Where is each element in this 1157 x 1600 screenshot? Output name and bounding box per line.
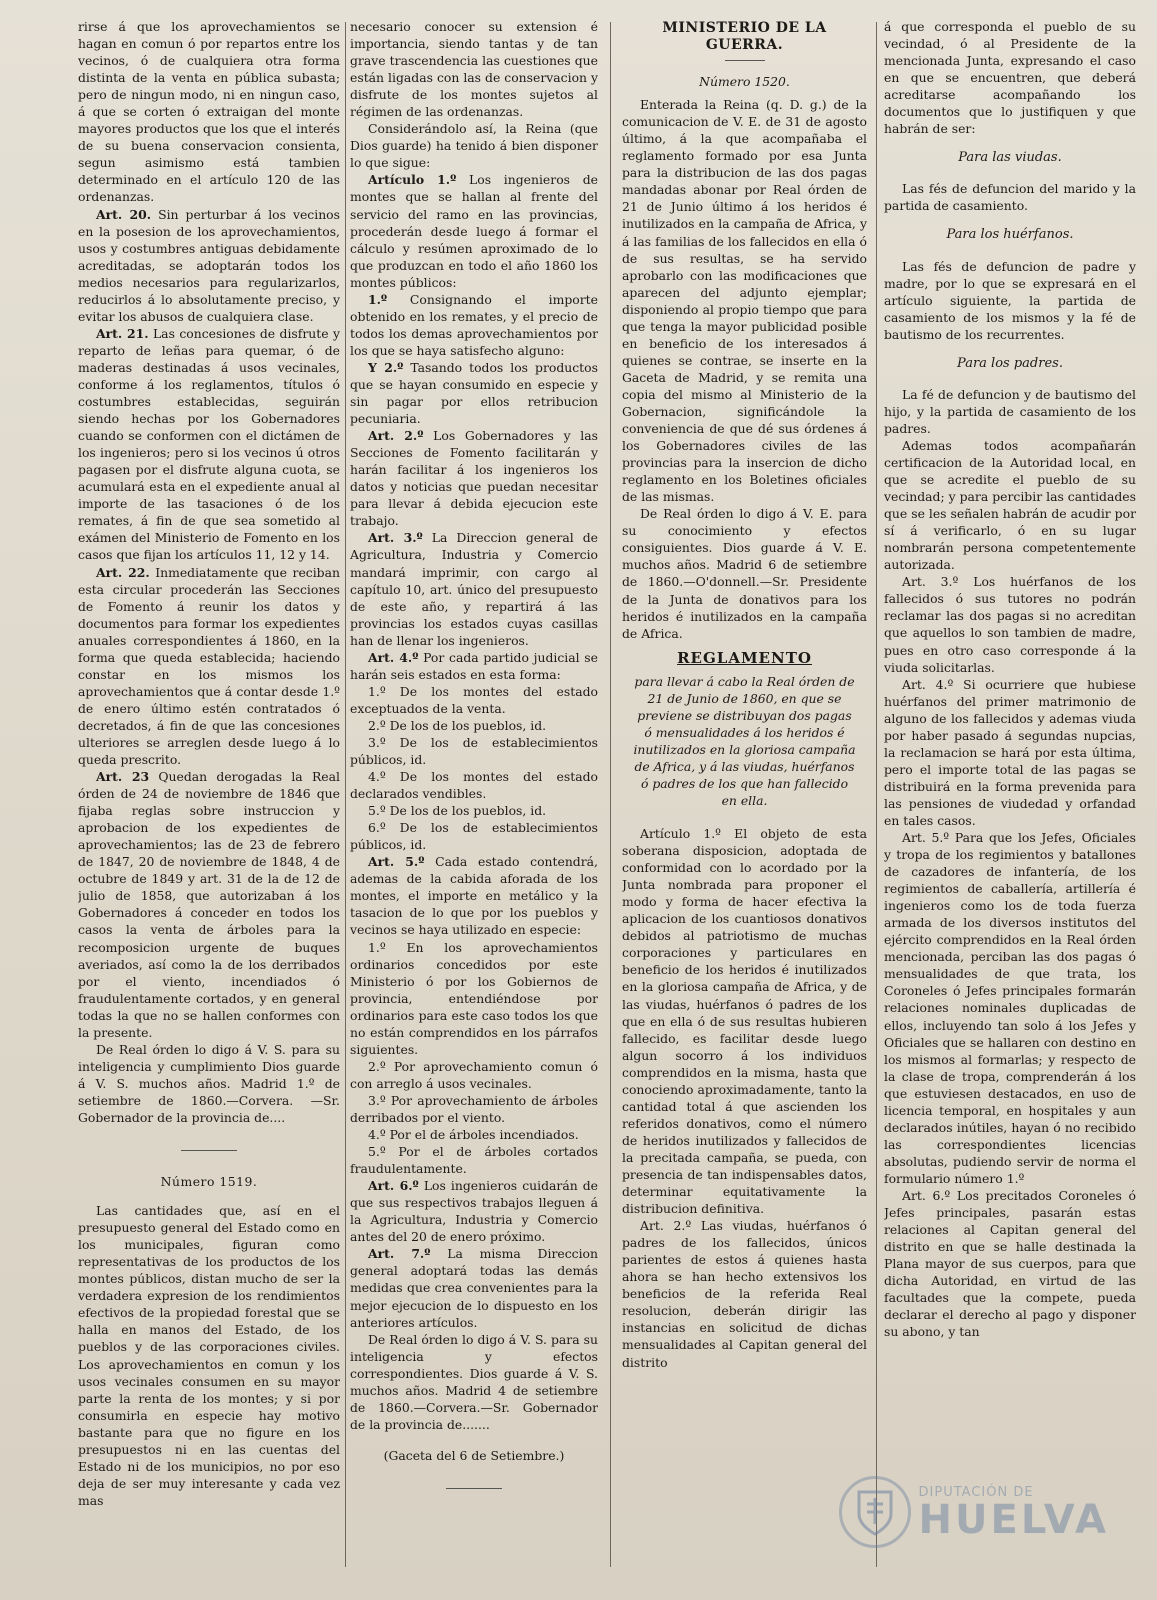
section-divider (446, 1488, 502, 1489)
article-20 (78, 206, 340, 325)
article-text: Quedan derogadas la Real órden de 24 de noviembre de 1846 que fijaba reglas sobre instruccion y aprobacion de los expedientes de aprovechamientos; las de 23 de febrero de 1847, 20 de noviembre de 1848, 4 de octubre de 1849 y art. 31 de la de 12 de julio de 1858, que autorizaban á los Gobernadores á conceder en todos los casos la venta de árboles para la recomposicion urgente de buques averiados, así como la de los derribados por el viento, incendiados ó fraudulentamente cortados, y en general todas la que no se hallen conformes con la presente. (78, 769, 340, 1040)
item-text: Consignando el importe obtenido en los remates, y el precio de todos los demas aprovechamientos por los que se haya satisfecho alguno: (350, 291, 598, 358)
article-text: Las viudas, huérfanos ó padres de los fallecidos, únicos parientes de estos á quienes hasta ahora se han hecho extensivos los beneficios de la referida Real resolucion, deberán dirigir las instancias en solicitud de dichas mensualidades al Capitan general del distrito (622, 1218, 867, 1370)
list-item: 1.º De los montes del estado exceptuados de la venta. (350, 683, 598, 716)
watermark-text (918, 1484, 1109, 1543)
reglamento-heading: REGLAMENTO (677, 648, 812, 667)
article-2 (622, 1217, 867, 1370)
list-item: 2.º De los de los pueblos, id. (368, 717, 547, 733)
article-7 (350, 1245, 598, 1330)
article-label: Art. 20. (96, 206, 152, 222)
paragraph: Las fés de defuncion del marido y la partida de casamiento. (884, 181, 1136, 214)
article-label: Art. 4.º (902, 676, 954, 692)
source-citation: (Gaceta del 6 de Setiembre.) (383, 1447, 565, 1463)
list-item: 5.º Por el de árboles cortados fraudulentamente. (350, 1144, 598, 1177)
coat-of-arms-icon (839, 1476, 911, 1548)
paragraph: Ademas todos acompañarán certificacion de la Autoridad local, en que se acredite el pueblo de su vecindad; y para percibir las cantidades que se les señalen habrán de acudir por sí á verificarlo, ó en su lugar nombrarán persona competentemente autorizada. (884, 437, 1136, 573)
article-text: Los ingenieros de montes que se hallan al frente del servicio del ramo en las provincias, procederán desde luego á formar el cálculo y resúmen aproximado de lo que produzcan en todo el año 1860 los montes públicos: (350, 172, 598, 290)
royal-order-closing: De Real órden lo digo á V. S. para su inteligencia y efectos correspondientes. Dios guarde á V. S. muchos años. Madrid 4 de setiembre de 1860.—Corvera.—Sr. Gobernador de la provincia de....... (350, 1331, 598, 1432)
article-5 (350, 853, 598, 938)
list-item: 2.º Por aprovechamiento comun ó con arreglo á usos vecinales. (350, 1058, 598, 1091)
column-2 (350, 18, 598, 1588)
item-text: Tasando todos los productos que se hayan consumido en especie y sin pagar por ellos retribucion pecuniaria. (350, 359, 598, 427)
article-label: Art. 5.º (368, 854, 425, 870)
article-text: Para que los Jefes, Oficiales y tropa de los regimientos y batallones de cazadores de infantería, de los regimientos de caballería, artillería é ingenieros como los de toda fuerza armada de los diversos institutos del ejército comprendidos en la Real órden mencionada, perciban las dos pagas ó mensualidades de que trata, los Coroneles ó Jefes principales formarán relaciones nominales duplicadas de ellos, incluyendo tan solo á los Jefes y Oficiales que se hallaren con destino en los mismos al formarlas; y respecto de la clase de tropa, comprenderán á los que estuviesen destacados, en uso de licencia temporal, en hospitales y aun declarados inútiles, hayan ó no recibido las correspondientes licencias absolutas, pudiendo servir de norma el formulario número 1.º (884, 830, 1136, 1186)
item-2 (350, 359, 598, 427)
article-label: Artículo 1.º (640, 826, 721, 842)
article-label: Art. 21. (96, 325, 149, 341)
list-item: 5.º De los de los pueblos, id. (368, 803, 547, 819)
archive-watermark (839, 1476, 1109, 1548)
article-label: Art. 6.º (368, 1178, 419, 1194)
article-label: Art. 22. (96, 564, 150, 580)
article-text: Las concesiones de disfrute y reparto de leñas para quemar, ó de maderas destinadas á usos vecinales, conforme á los reglamentos, títulos ó costumbres establecidas, seguirán siendo hechas por los Gobernadores cuando se conformen con el dictámen de los ingenieros; pero si los vecinos ú otros pagasen por el disfrute alguna cuota, se acumulará esta en el expediente anual al importe de las tasaciones ó de los remates, á fin de que sea sometido al exámen del Ministerio de Fomento en los casos que fijan los artículos 11, 12 y 14. (78, 325, 340, 563)
article-text: Los ingenieros cuidarán de que sus respectivos trabajos lleguen á la Agricultura, Industria y Comercio antes del 20 de enero próximo. (350, 1178, 598, 1245)
paragraph: La fé de defuncion y de bautismo del hijo, y la partida de casamiento de los padres. (884, 386, 1136, 436)
royal-order-closing: De Real órden lo digo á V. S. para su inteligencia y cumplimiento Dios guarde á V. S. muchos años. Madrid 1.º de setiembre de 1860.—Corvera. —Sr. Gobernador de la provincia de.... (78, 1041, 340, 1125)
article-label: Art. 3.º (902, 574, 959, 590)
article-text: Los precitados Coroneles ó Jefes principales, pasarán estas relaciones al Capitan general del distrito en que se halle destinada la Plana mayor de sus cuerpos, para que dicha Autoridad, en virtud de las facultades que la compete, pueda declarar el derecho al pago y disponer su abono, y tan (884, 1188, 1136, 1340)
article-2 (350, 427, 598, 529)
paragraph: necesario conocer su extension é importancia, siendo tantas y de tan grave trascendencia las cuestiones que están ligadas con las de conservacion y disfrute de los montes sujetos al régimen de las ordenanzas. (350, 19, 598, 120)
article-text: El objeto de esta soberana disposicion, adoptada de conformidad con lo acordado por la Junta nombrada para proponer el modo y forma de hacer efectiva la aplicacion de los cuantiosos donativos debidos al patriotismo de muchas corporaciones y particulares en beneficio de los heridos é inutilizados en la gloriosa campaña de Africa, y de las viudas, huérfanos ó padres de los que en ella ó de sus resultas hubieren fallecido, es facilitar desde luego algun socorro á los individuos comprendidos en la misma, hasta que conociendo aproximadamente, tanto la cantidad total á que ascienden los referidos donativos, como el número de heridos inutilizados y fallecidos de la precitada campaña, se pueda, con presencia de tan indispensables datos, determinar equitativamente la distribucion definitiva. (622, 826, 867, 1217)
article-label: Art. 7.º (368, 1246, 431, 1262)
article-label: Art. 2.º (368, 428, 424, 444)
number-heading: Número 1519. (160, 1174, 258, 1190)
paragraph: á que corresponda el pueblo de su vecindad, ó al Presidente de la mencionada Junta, expresando el caso en que se encuentren, que deberá acreditarse acompañando los documentos que lo justifiquen y que habrán de ser: (884, 19, 1136, 137)
column-1 (78, 18, 340, 1588)
article-1 (622, 825, 867, 1217)
list-item: 1.º En los aprovechamientos ordinarios concedidos por este Ministerio ó por los Gobiernos de provincia, entendiéndose por ordinarios para este caso todos los que no están comprendidos en los párrafos siguientes. (350, 939, 598, 1057)
article-label: Artículo 1.º (368, 172, 457, 188)
list-item: 4.º Por el de árboles incendiados. (368, 1127, 579, 1143)
article-text: Los huérfanos de los fallecidos ó sus tutores no podrán reclamar las dos pagas si no acreditan que aquellos lo son tambien de madre, pues en otro caso corresponde á la viuda solicitarlas. (884, 574, 1136, 675)
number-heading: Número 1520. (699, 74, 790, 90)
article-23 (78, 768, 340, 1041)
ministry-heading: MINISTERIO DE LA GUERRA. (662, 20, 827, 54)
list-item: 3.º Por aprovechamiento de árboles derribados por el viento. (350, 1092, 598, 1125)
article-text: Por cada partido judicial se harán seis estados en esta forma: (350, 649, 598, 682)
article-21 (78, 325, 340, 564)
article-label: Art. 6.º (902, 1188, 951, 1203)
section-divider (181, 1150, 237, 1151)
article-text: Sin perturbar á los vecinos en la posesion de los aprovechamientos, usos y costumbres antiguas debidamente acreditadas, se adoptarán todos los medios necesarios para regularizarlos, reducirlos á lo absolutamente preciso, y evitar los abusos de cualquiera clase. (78, 206, 340, 324)
royal-order-closing: De Real órden lo digo á V. E. para su conocimiento y efectos consiguientes. Dios guarde á V. E. muchos años. Madrid 6 de setiembre de 1860.—O'donnell.—Sr. Presidente de la Junta de donativos para los heridos é inutilizados en la campaña de Africa. (622, 506, 867, 641)
article-label: Art. 4.º (368, 649, 419, 665)
paragraph: Las fés de defuncion de padre y madre, por lo que se expresará en el artículo siguiente, la partida de casamiento de los mismos y la fé de bautismo de los recurrentes. (884, 258, 1136, 342)
article-label: Art. 5.º (902, 830, 950, 846)
article-4 (350, 649, 598, 683)
column-rule (345, 22, 346, 1567)
subheading-huerfanos: Para los huérfanos. (946, 227, 1074, 243)
article-4 (884, 676, 1136, 829)
column-4 (884, 18, 1136, 1588)
section-divider (725, 60, 765, 61)
paragraph: Considerándolo así, la Reina (que Dios guarde) ha tenido á bien disponer lo que sigue: (350, 121, 598, 171)
reglamento-intro: para llevar á cabo la Real órden de 21 de Junio de 1860, en que se previene se distribuyan dos pagas ó mensualidades á los heridos é inutilizados en la gloriosa campaña de Africa, y á las viudas, huérfanos ó padres de los que han fallecido en ella. (633, 673, 856, 809)
article-text: La Direccion general de Agricultura, Industria y Comercio mandará imprimir, con cargo al capítulo 10, art. único del presupuesto de este año, y repartirá á las provincias los estados cuyas casillas han de llenar los ingenieros. (350, 530, 598, 648)
article-1 (350, 171, 598, 290)
column-rule (610, 22, 611, 1567)
item-label: 1.º (368, 291, 388, 307)
article-label: Art. 23 (96, 769, 150, 785)
paragraph: Las cantidades que, así en el presupuesto general del Estado como en los municipales, figuran como representativas de los productos de los montes públicos, distan mucho de ser la verdadera expresion de los rendimientos efectivos de la propiedad forestal que se halla en manos del Estado, de los pueblos y de las corporaciones civiles. Los aprovechamientos en comun y los usos vecinales consumen en su mayor parte la renta de los montes; y si por consumirla en especie hay motivo bastante para que no figure en los presupuestos ni en las cuentas del Estado ni de los municipios, no por eso deja de ser muy interesante y cada vez mas (78, 1203, 340, 1508)
paragraph: Enterada la Reina (q. D. g.) de la comunicacion de V. E. de 31 de agosto último, á la que acompañaba el reglamento formado por esa Junta para la distribucion de las dos pagas mandadas abonar por Real órden de 21 de Junio último á los heridos é inutilizados en la campaña de Africa, y á las familias de los fallecidos en ella ó de sus resultas, se ha servido aprobarlo con las modificaciones que aparecen del adjunto ejemplar; disponiendo al propio tiempo que para que tenga la mayor publicidad posible en beneficio de los interesados á quienes se contrae, se inserte en la Gaceta de Madrid, y se remita una copia del mismo al Ministerio de la Gobernacion, significándole la conveniencia de que dé sus órdenes á los Gobernadores civiles de las provincias para la insercion de dicho reglamento en los Boletines oficiales de las mismas. (622, 97, 867, 505)
article-text: Inmediatamente que reciban esta circular procederán las Secciones de Fomento á reunir los datos y documentos para formar los expedientes anuales correspondientes á 1860, en la forma que queda establecida; haciendo constar en los mismos los aprovechamientos que á contar desde 1.º de enero último estén contratados ó decretados, á fin de que las concesiones ulteriores se arreglen desde luego á lo queda prescrito. (78, 564, 340, 768)
column-rule (876, 22, 877, 1567)
article-label: Art. 2.º (640, 1218, 692, 1234)
list-item: 6.º De los de establecimientos públicos, id. (350, 820, 598, 853)
article-text: Cada estado contendrá, ademas de la cabida aforada de los montes, el importe en metálico y la tasacion de lo que por los pueblos y vecinos se haya utilizado en especie: (350, 854, 598, 938)
article-22 (78, 564, 340, 769)
article-3 (884, 573, 1136, 675)
watermark-big: HUELVA (918, 1496, 1109, 1543)
column-3 (622, 18, 867, 1588)
article-label: Art. 3.º (368, 530, 423, 546)
subheading-padres: Para los padres. (957, 355, 1063, 371)
article-6 (884, 1187, 1136, 1340)
paragraph: rirse á que los aprovechamientos se hagan en comun ó por repartos entre los vecinos, ó de cualquiera otra forma distinta de la venta en pública subasta; pero de ningun modo, ni en ningun caso, á que se corten ó extraigan del monte mayores productos que los que el interés de su buena conservacion consienta, segun asimismo está tambien determinado en el artículo 120 de las ordenanzas. (78, 19, 340, 205)
item-label: Y 2.º (368, 359, 404, 375)
subheading-viudas: Para las viudas. (958, 150, 1062, 166)
article-5 (884, 829, 1136, 1187)
article-text: La misma Direccion general adoptará todas las demás medidas que crea convenientes para la mejor ejecucion de lo dispuesto en los anteriores artículos. (350, 1246, 598, 1330)
article-6 (350, 1177, 598, 1245)
article-text: Los Gobernadores y las Secciones de Fomento facilitarán y harán facilitar á los ingenieros los datos y noticias que puedan necesitar para llevar á debida ejecucion este trabajo. (350, 428, 598, 529)
list-item: 4.º De los montes del estado declarados vendibles. (350, 769, 598, 802)
watermark-small: DIPUTACIÓN DE (918, 1484, 1034, 1500)
article-3 (350, 529, 598, 648)
item-1 (350, 291, 598, 359)
list-item: 3.º De los de establecimientos públicos, id. (350, 734, 598, 768)
article-text: Si ocurriere que hubiese huérfanos del primer matrimonio de alguno de los fallecidos y ademas viuda por haber pasado á segundas nupcias, la reclamacion se hará por esta última, pero el importe total de las pagas se distribuirá en la forma prevenida para las pensiones de viudedad y orfandad en tales casos. (884, 676, 1136, 828)
